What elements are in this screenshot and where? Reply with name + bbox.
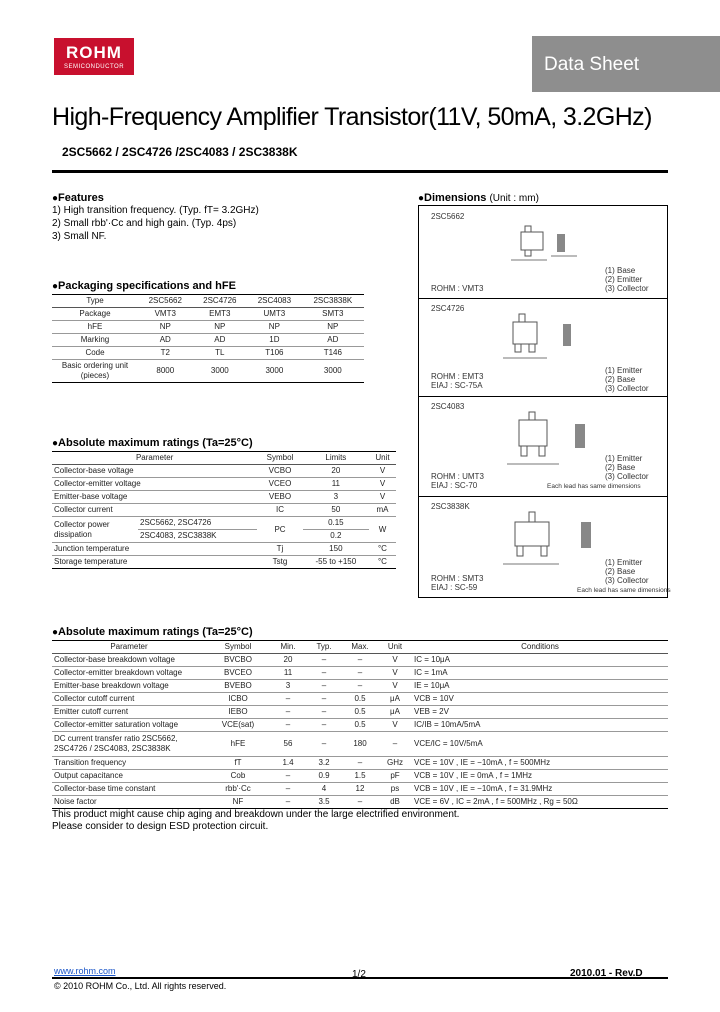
table-cell: μA: [378, 693, 412, 706]
esd-note: This product might cause chip aging and breakdown under the large electrified environment.: [52, 809, 460, 820]
table-cell: VEB = 2V: [412, 706, 668, 719]
pin-label: (2) Base: [605, 463, 636, 472]
table-cell: DC current transfer ratio 2SC5662, 2SC4726 / 2SC4083, 2SC3838K: [52, 732, 206, 757]
package-name: 2SC3838K: [431, 502, 470, 511]
bullet-icon: ●: [52, 627, 59, 638]
table-cell: 56: [270, 732, 306, 757]
feature-item: 2) Small rbb'·Cc and high gain. (Typ. 4ps): [52, 218, 237, 229]
table-cell: –: [306, 732, 342, 757]
table-cell: dB: [378, 796, 412, 809]
table-header: Unit: [369, 452, 396, 465]
table-cell: T2: [138, 347, 193, 360]
pin-label: (1) Emitter: [605, 454, 643, 463]
table-cell: –: [306, 667, 342, 680]
table-cell: 0.5: [342, 719, 378, 732]
pin-label: (1) Emitter: [605, 366, 643, 375]
table-row: [52, 308, 364, 321]
table-cell: –: [270, 770, 306, 783]
table-cell: –: [270, 783, 306, 796]
table-cell: T106: [247, 347, 302, 360]
table-row: [52, 732, 668, 757]
table-cell: pF: [378, 770, 412, 783]
table-cell: VEBO: [257, 491, 302, 504]
feature-item: 3) Small NF.: [52, 231, 107, 242]
part-numbers: 2SC5662 / 2SC4726 /2SC4083 / 2SC3838K: [62, 145, 298, 159]
table-cell: –: [378, 732, 412, 757]
table-cell: V: [369, 465, 396, 478]
dimensions-heading: ●Dimensions (Unit : mm): [418, 192, 539, 204]
divider: [419, 496, 667, 497]
table-cell: μA: [378, 706, 412, 719]
table-header: 2SC3838K: [302, 295, 364, 308]
pin-label: (1) Emitter: [605, 558, 643, 567]
title-divider: [52, 170, 668, 173]
table-cell: Collector power dissipation: [52, 517, 138, 543]
pin-label: (2) Emitter: [605, 275, 643, 284]
table-cell: ICBO: [206, 693, 270, 706]
table-cell: VCB = 10V: [412, 693, 668, 706]
table-cell: Basic ordering unit (pieces): [52, 360, 138, 383]
pin-label: (2) Base: [605, 375, 636, 384]
table-cell: –: [306, 706, 342, 719]
table-cell: Emitter-base voltage: [52, 491, 257, 504]
table-cell: V: [369, 491, 396, 504]
table-header: Min.: [270, 641, 306, 654]
table-cell: Collector-base breakdown voltage: [52, 654, 206, 667]
abs-max-heading: ●Absolute maximum ratings (Ta=25°C): [52, 437, 253, 449]
package-code: ROHM : UMT3: [431, 472, 484, 481]
table-header: 2SC4083: [247, 295, 302, 308]
table-cell: 1D: [247, 334, 302, 347]
table-cell: –: [270, 719, 306, 732]
table-cell: 11: [270, 667, 306, 680]
table-cell: VCE = 6V , IC = 2mA , f = 500MHz , Rg = 50Ω: [412, 796, 668, 809]
table-cell: T146: [302, 347, 364, 360]
table-cell: 1.4: [270, 757, 306, 770]
table-cell: V: [369, 478, 396, 491]
table-cell: 50: [303, 504, 369, 517]
table-cell: ps: [378, 783, 412, 796]
package-name: 2SC4083: [431, 402, 465, 411]
package-eiaj: EIAJ : SC-59: [431, 583, 478, 592]
table-cell: UMT3: [247, 308, 302, 321]
vmt3-package-drawing: [507, 220, 587, 274]
table-row: [52, 706, 668, 719]
divider: [419, 396, 667, 397]
table-row: [52, 334, 364, 347]
pin-label: (3) Collector: [605, 384, 649, 393]
table-row: [52, 504, 396, 517]
table-cell: VCE/IC = 10V/5mA: [412, 732, 668, 757]
table-cell: 3: [303, 491, 369, 504]
smt3-package-drawing: [499, 508, 619, 572]
table-row: [52, 770, 668, 783]
table-cell: VMT3: [138, 308, 193, 321]
table-cell: AD: [302, 334, 364, 347]
table-cell: SMT3: [302, 308, 364, 321]
page-title: High-Frequency Amplifier Transistor(11V, 50mA, 3.2GHz): [52, 103, 652, 131]
table-cell: –: [342, 680, 378, 693]
copyright: © 2010 ROHM Co., Ltd. All rights reserved.: [54, 981, 227, 991]
table-cell: W: [369, 517, 396, 543]
table-cell: Code: [52, 347, 138, 360]
table-cell: Emitter-base breakdown voltage: [52, 680, 206, 693]
table-cell: IEBO: [206, 706, 270, 719]
table-header: Max.: [342, 641, 378, 654]
table-row: [52, 491, 396, 504]
table-header: 2SC5662: [138, 295, 193, 308]
logo-wordmark: ROHM: [66, 43, 122, 62]
feature-item: 1) High transition frequency. (Typ. fT= 3.2GHz): [52, 205, 259, 216]
table-cell: 12: [342, 783, 378, 796]
table-cell: Collector-emitter voltage: [52, 478, 257, 491]
page-number: 1/2: [352, 969, 366, 980]
pin-label: (3) Collector: [605, 576, 649, 585]
table-cell: VCEO: [257, 478, 302, 491]
package-name: 2SC4726: [431, 304, 465, 313]
table-cell: –: [342, 757, 378, 770]
table-cell: mA: [369, 504, 396, 517]
logo-subtitle: SEMICONDUCTOR: [63, 64, 125, 70]
features-heading: ●Features: [52, 192, 104, 204]
table-cell: V: [378, 719, 412, 732]
table-cell: Package: [52, 308, 138, 321]
abs-max-table: [52, 451, 396, 569]
table-row: [52, 543, 396, 556]
table-cell: Collector current: [52, 504, 257, 517]
table-cell: 20: [303, 465, 369, 478]
table-cell: 0.5: [342, 706, 378, 719]
electrical-heading: ●Absolute maximum ratings (Ta=25°C): [52, 626, 253, 638]
table-cell: VCE = 10V , IE = −10mA , f = 500MHz: [412, 757, 668, 770]
table-cell: fT: [206, 757, 270, 770]
table-header-row: [52, 452, 396, 465]
table-row: [52, 796, 668, 809]
table-row: [52, 783, 668, 796]
table-cell: 150: [303, 543, 369, 556]
table-header: Unit: [378, 641, 412, 654]
package-eiaj: EIAJ : SC-75A: [431, 381, 483, 390]
table-cell: GHz: [378, 757, 412, 770]
table-cell: Collector-emitter saturation voltage: [52, 719, 206, 732]
electrical-table: [52, 640, 668, 809]
package-code: ROHM : SMT3: [431, 574, 484, 583]
table-header-row: [52, 641, 668, 654]
table-row: [52, 465, 396, 478]
table-cell: 0.9: [306, 770, 342, 783]
table-cell: rbb'·Cc: [206, 783, 270, 796]
table-cell: Noise factor: [52, 796, 206, 809]
table-cell: VCBO: [257, 465, 302, 478]
table-cell: IC = 1mA: [412, 667, 668, 680]
table-row: [52, 757, 668, 770]
dimension-note: Each lead has same dimensions: [577, 587, 671, 594]
table-header: Parameter: [52, 452, 257, 465]
umt3-package-drawing: [503, 408, 613, 474]
table-cell: AD: [138, 334, 193, 347]
table-cell: hFE: [52, 321, 138, 334]
table-header: Limits: [303, 452, 369, 465]
table-row: [52, 680, 668, 693]
table-cell: V: [378, 680, 412, 693]
table-header: Conditions: [412, 641, 668, 654]
table-header: Parameter: [52, 641, 206, 654]
table-header-row: [52, 295, 364, 308]
table-cell: 4: [306, 783, 342, 796]
table-header: Symbol: [206, 641, 270, 654]
table-cell: –: [270, 706, 306, 719]
table-row: [52, 360, 364, 383]
pin-label: (1) Base: [605, 266, 636, 275]
table-cell: 3.5: [306, 796, 342, 809]
table-cell: 0.5: [342, 693, 378, 706]
package-code: ROHM : VMT3: [431, 284, 484, 293]
dimension-note: Each lead has same dimensions: [547, 483, 641, 490]
table-cell: 3000: [247, 360, 302, 383]
table-cell: Collector cutoff current: [52, 693, 206, 706]
table-header: Symbol: [257, 452, 302, 465]
table-cell: 2SC4083, 2SC3838K: [138, 530, 257, 543]
table-cell: Cob: [206, 770, 270, 783]
revision: 2010.01 - Rev.D: [570, 968, 643, 979]
table-cell: 0.15: [303, 517, 369, 530]
table-row: [52, 719, 668, 732]
table-cell: BVCEO: [206, 667, 270, 680]
table-row: [52, 556, 396, 569]
esd-note: Please consider to design ESD protection circuit.: [52, 821, 269, 832]
table-cell: Emitter cutoff current: [52, 706, 206, 719]
table-cell: VCB = 10V , IE = 0mA , f = 1MHz: [412, 770, 668, 783]
table-cell: Collector-base voltage: [52, 465, 257, 478]
bullet-icon: ●: [418, 193, 425, 204]
table-cell: VCB = 10V , IE = −10mA , f = 31.9MHz: [412, 783, 668, 796]
table-row: [52, 517, 396, 530]
table-cell: 3000: [193, 360, 248, 383]
table-cell: V: [378, 654, 412, 667]
table-cell: PC: [257, 517, 302, 543]
table-row: [52, 654, 668, 667]
pin-label: (2) Base: [605, 567, 636, 576]
table-cell: –: [306, 693, 342, 706]
bullet-icon: ●: [52, 438, 59, 449]
table-header: Type: [52, 295, 138, 308]
table-cell: -55 to +150: [303, 556, 369, 569]
website-link[interactable]: www.rohm.com: [54, 966, 116, 976]
table-row: [52, 321, 364, 334]
table-cell: Junction temperature: [52, 543, 257, 556]
table-cell: Transition frequency: [52, 757, 206, 770]
table-row: [52, 693, 668, 706]
emt3-package-drawing: [499, 310, 599, 366]
table-cell: –: [270, 693, 306, 706]
table-cell: –: [342, 667, 378, 680]
table-cell: EMT3: [193, 308, 248, 321]
packaging-heading: ●Packaging specifications and hFE: [52, 280, 236, 292]
table-cell: 0.2: [303, 530, 369, 543]
data-sheet-label: Data Sheet: [532, 36, 720, 92]
table-cell: °C: [369, 556, 396, 569]
table-header: Typ.: [306, 641, 342, 654]
table-row: [52, 478, 396, 491]
table-cell: Collector-emitter breakdown voltage: [52, 667, 206, 680]
table-cell: Marking: [52, 334, 138, 347]
table-cell: –: [342, 796, 378, 809]
table-cell: 8000: [138, 360, 193, 383]
divider: [419, 298, 667, 299]
package-code: ROHM : EMT3: [431, 372, 484, 381]
dimensions-panel: [418, 205, 671, 598]
table-cell: NP: [302, 321, 364, 334]
table-cell: 1.5: [342, 770, 378, 783]
packaging-table: [52, 294, 364, 383]
pin-label: (3) Collector: [605, 284, 649, 293]
table-cell: NP: [193, 321, 248, 334]
table-cell: Collector-base time constant: [52, 783, 206, 796]
table-cell: 11: [303, 478, 369, 491]
table-row: [52, 667, 668, 680]
rohm-logo: [54, 38, 134, 75]
pin-label: (3) Collector: [605, 472, 649, 481]
table-cell: TL: [193, 347, 248, 360]
table-header: 2SC4726: [193, 295, 248, 308]
table-cell: BVCBO: [206, 654, 270, 667]
bullet-icon: ●: [52, 281, 59, 292]
table-cell: Output capacitance: [52, 770, 206, 783]
table-cell: IC = 10μA: [412, 654, 668, 667]
table-cell: IE = 10μA: [412, 680, 668, 693]
table-row: [52, 347, 364, 360]
table-cell: AD: [193, 334, 248, 347]
table-cell: IC: [257, 504, 302, 517]
table-cell: NF: [206, 796, 270, 809]
table-cell: –: [306, 680, 342, 693]
table-cell: 2SC5662, 2SC4726: [138, 517, 257, 530]
table-cell: NP: [138, 321, 193, 334]
table-cell: –: [306, 654, 342, 667]
table-cell: 180: [342, 732, 378, 757]
table-cell: –: [270, 796, 306, 809]
table-cell: hFE: [206, 732, 270, 757]
table-cell: V: [378, 667, 412, 680]
table-cell: IC/IB = 10mA/5mA: [412, 719, 668, 732]
table-cell: –: [342, 654, 378, 667]
table-cell: NP: [247, 321, 302, 334]
table-cell: Tstg: [257, 556, 302, 569]
table-cell: BVEBO: [206, 680, 270, 693]
table-cell: Tj: [257, 543, 302, 556]
table-cell: 3.2: [306, 757, 342, 770]
table-cell: –: [306, 719, 342, 732]
table-cell: 3000: [302, 360, 364, 383]
bullet-icon: ●: [52, 193, 59, 204]
table-cell: 3: [270, 680, 306, 693]
table-cell: VCE(sat): [206, 719, 270, 732]
package-eiaj: EIAJ : SC-70: [431, 481, 478, 490]
table-cell: 20: [270, 654, 306, 667]
table-cell: °C: [369, 543, 396, 556]
package-name: 2SC5662: [431, 212, 465, 221]
table-cell: Storage temperature: [52, 556, 257, 569]
